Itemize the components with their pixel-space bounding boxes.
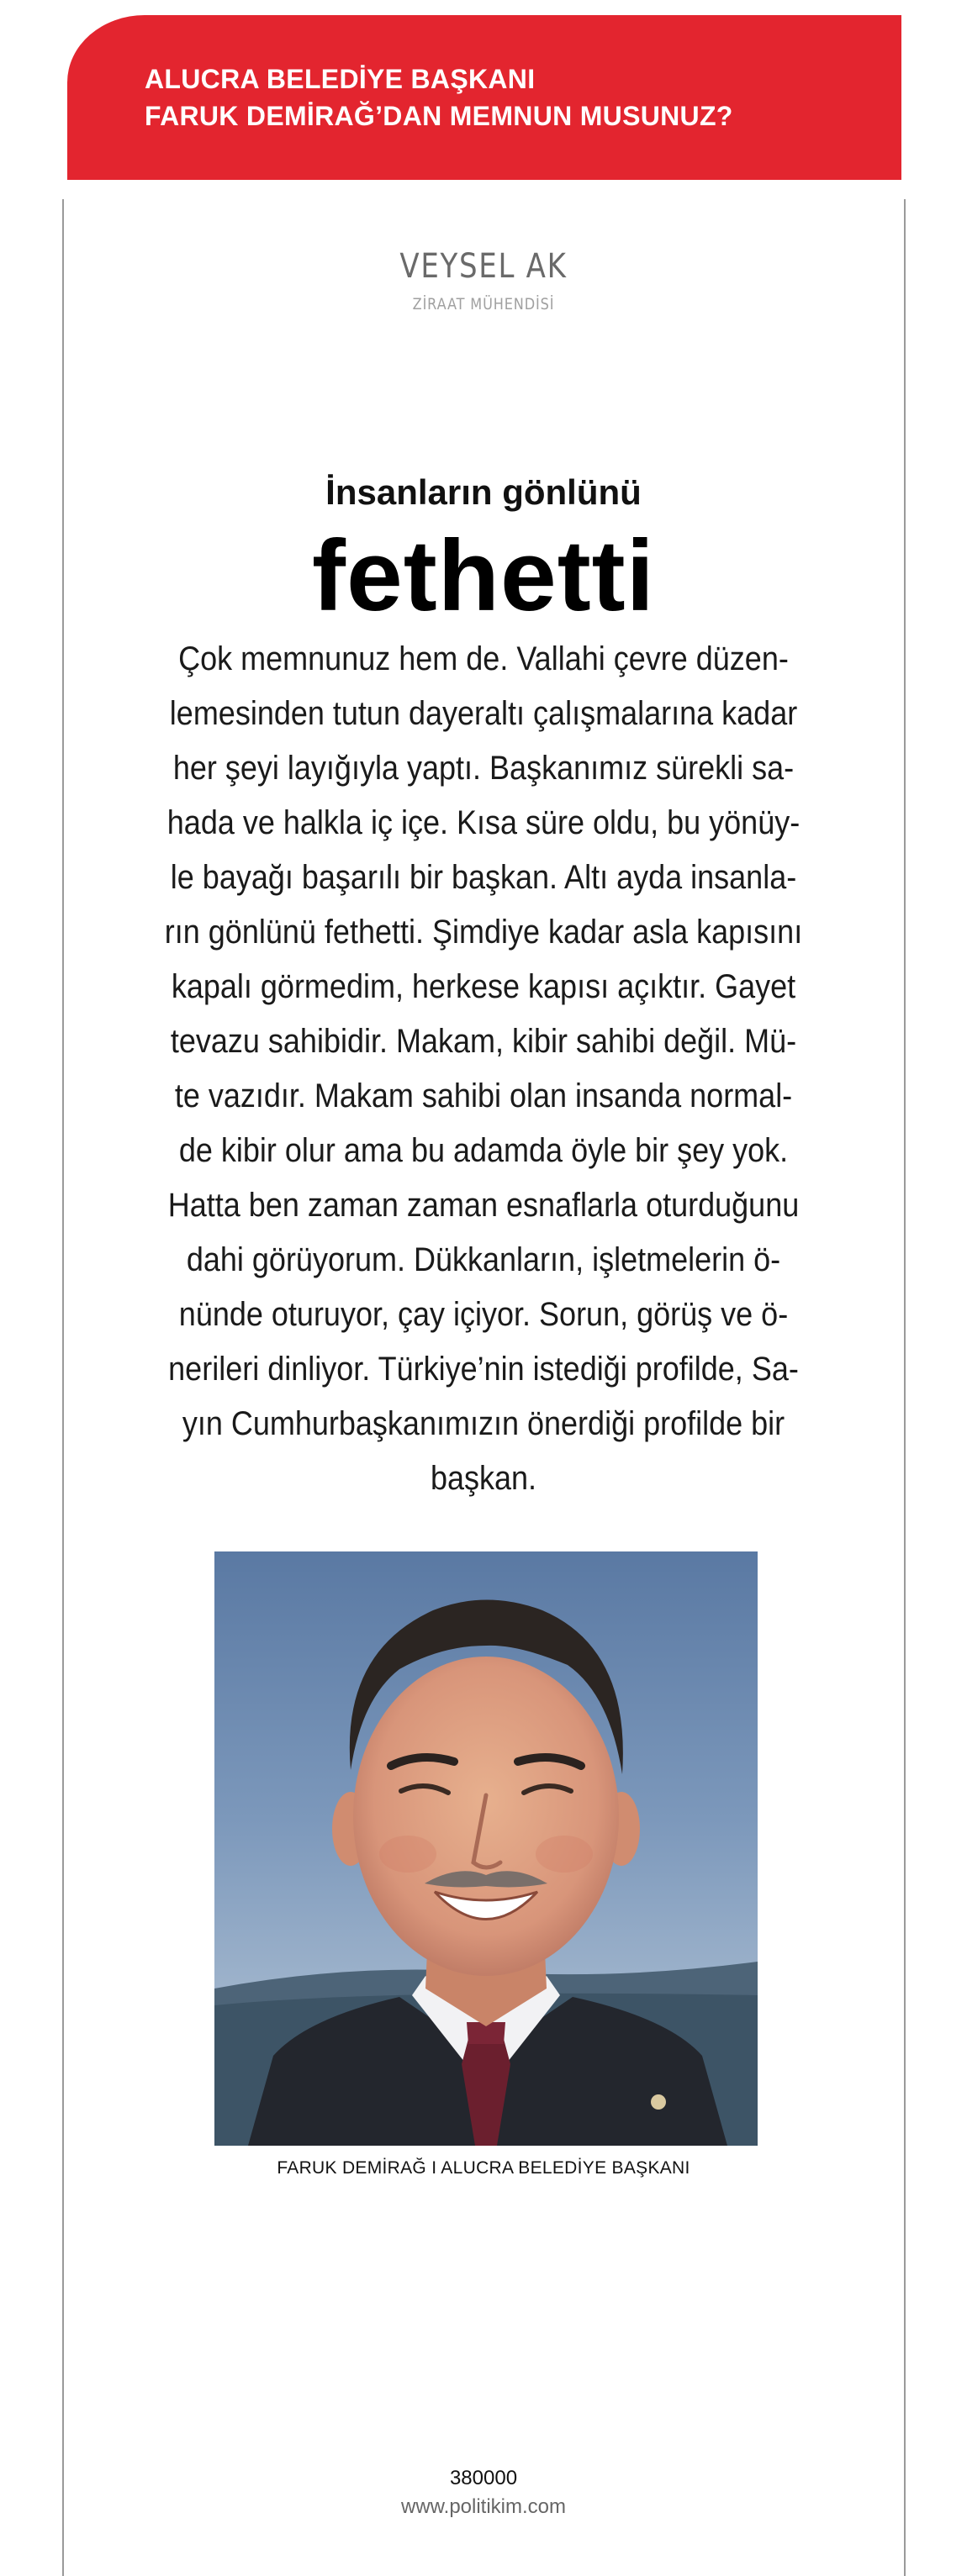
footer-url: www.politikim.com	[400, 2495, 567, 2518]
headline-main: fethetti	[312, 519, 655, 632]
body-line: tevazu sahibidir. Makam, kibir sahibi değil. Mü-	[170, 1023, 797, 1060]
body-line: de kibir olur ama bu adamda öyle bir şey yok.	[178, 1132, 789, 1169]
body-line: nünde oturuyor, çay içiyor. Sorun, görüş ve ö-	[178, 1296, 789, 1333]
body-line: le bayağı başarılı bir başkan. Altı ayda insanla-	[170, 859, 797, 896]
portrait-illustration	[214, 1551, 758, 2146]
body-line: hada ve halkla iç içe. Kısa süre oldu, bu yönüy-	[166, 804, 801, 841]
body-line: te vazıdır. Makam sahibi olan insanda normal-	[174, 1077, 793, 1114]
article-body	[126, 632, 841, 1506]
body-line: lemesinden tutun dayeraltı çalışmalarına kadar	[169, 695, 798, 732]
body-line: başkan.	[430, 1460, 537, 1497]
body-line: nerileri dinliyor. Türkiye’nin istediği profilde, Sa-	[168, 1351, 799, 1388]
author-name: VEYSEL AK	[399, 247, 568, 286]
body-line: her şeyi layığıyla yaptı. Başkanımız sürekli sa-	[172, 750, 795, 787]
banner-line-1: ALUCRA BELEDİYE BAŞKANI	[145, 64, 536, 94]
body-line: rın gönlünü fethetti. Şimdiye kadar asla kapısını	[164, 914, 803, 951]
question-banner	[67, 15, 901, 180]
body-line: kapalı görmedim, herkese kapısı açıktır. Gayet	[171, 968, 796, 1005]
author-title: ZİRAAT MÜHENDİSİ	[412, 295, 555, 313]
body-line: yın Cumhurbaşkanımızın önerdiği profilde bir	[182, 1405, 785, 1442]
photo-caption: FARUK DEMİRAĞ I ALUCRA BELEDİYE BAŞKANI	[277, 2158, 690, 2178]
footer-code: 380000	[449, 2467, 518, 2489]
body-line: dahi görüyorum. Dükkanların, işletmelerin ö-	[186, 1241, 781, 1278]
headline-kicker: İnsanların gönlünü	[325, 472, 642, 512]
body-line: Çok memnunuz hem de. Vallahi çevre düzen-	[178, 640, 789, 677]
banner-line-2: FARUK DEMİRAĞ’DAN MEMNUN MUSUNUZ?	[145, 101, 733, 131]
body-line: Hatta ben zaman zaman esnaflarla oturduğunu	[167, 1187, 800, 1224]
portrait-photo	[214, 1551, 758, 2146]
